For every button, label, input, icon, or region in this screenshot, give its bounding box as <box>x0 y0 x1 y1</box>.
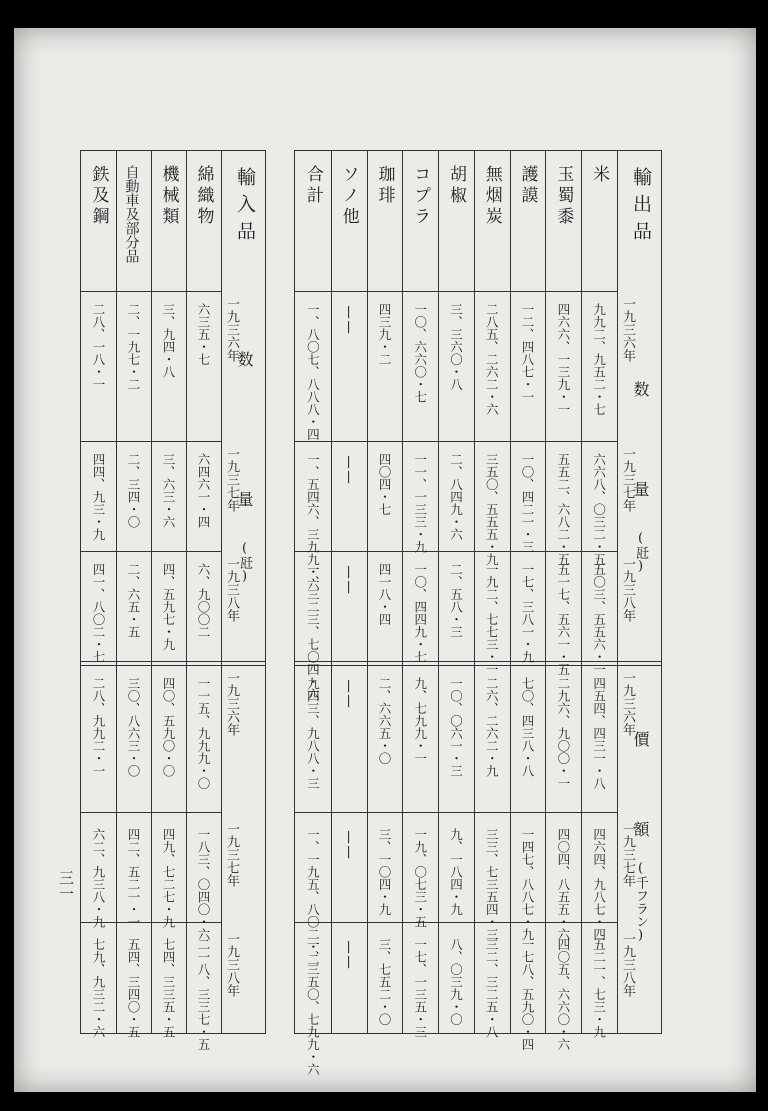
value-amount: 四九、七二七・九 <box>161 827 176 928</box>
column-divider <box>402 151 403 1033</box>
value-amount: 九四三、九八八・三 <box>305 677 321 790</box>
year-header: 一九三八年 <box>224 557 239 622</box>
quantity-value: 一二、四八七・一 <box>520 303 536 403</box>
value-amount: 四〇五、六六〇・六 <box>555 938 571 1051</box>
year-header: 一九三七年 <box>620 821 635 887</box>
row-divider <box>81 551 221 552</box>
quantity-value: 四一、八〇二・七 <box>91 563 106 663</box>
quantity-value: 六六八、〇三二・五 <box>591 453 607 566</box>
quantity-value: 六、九〇〇二 <box>196 563 211 638</box>
section-divider <box>81 661 265 662</box>
quantity-value: 一、三二三、七〇四・六 <box>305 563 321 701</box>
quantity-value: 二、八四九・六 <box>448 453 464 541</box>
document-page <box>14 28 756 1092</box>
export-table <box>294 150 662 1076</box>
row-divider <box>81 441 221 442</box>
quantity-value: 六三五・七 <box>196 303 211 366</box>
item-name: 珈琲 <box>374 165 395 207</box>
value-amount: 四〇、五九〇・〇 <box>161 677 176 777</box>
value-amount: 三三、七三五四・三 <box>484 827 500 941</box>
row-divider <box>295 441 617 442</box>
quantity-unit: (瓩) <box>633 531 648 574</box>
value-amount: 二九六、九〇〇・一 <box>555 677 571 790</box>
page-number: 三一 <box>57 870 75 902</box>
value-amount: 二六、二六二・九 <box>484 677 500 777</box>
quantity-value: 一九二、七七三・一 <box>484 563 500 676</box>
quantity-value: 四、五九七・九 <box>161 563 176 651</box>
year-header: 一九三八年 <box>620 557 635 622</box>
column-divider <box>510 151 511 1033</box>
column-divider <box>186 151 187 1033</box>
quantity-value: 一〇、四二一・三 <box>520 453 536 553</box>
quantity-value: 一〇、四四九・七 <box>412 563 428 663</box>
value-amount: || <box>341 827 357 858</box>
value-amount: 七九、九三二・六 <box>91 938 106 1039</box>
value-amount: 九、一八四・九 <box>448 827 464 916</box>
item-name: 護謨 <box>517 165 538 207</box>
quantity-header: 数 <box>235 351 254 370</box>
quantity-value: 四四、九三・九 <box>91 453 106 541</box>
row-divider <box>81 291 221 292</box>
quantity-value: 五〇三、五五六・一 <box>591 563 607 676</box>
column-divider <box>545 151 546 1033</box>
quantity-value: 四六六、一三九・一 <box>555 303 571 416</box>
value-amount: 五四、三四〇・五 <box>126 938 141 1039</box>
column-divider <box>151 151 152 1033</box>
column-divider <box>367 151 368 1033</box>
value-amount: 八、〇三九・〇 <box>448 938 464 1026</box>
value-amount: 一七八、五九〇・四 <box>520 938 536 1051</box>
value-amount: 四二、五二一・一 <box>126 827 141 928</box>
quantity-value: 一、八〇七、八八八・四 <box>305 303 321 441</box>
row-divider <box>81 812 221 813</box>
value-amount: 一四七、八八七・九 <box>520 827 536 941</box>
year-header: 一九三七年 <box>224 447 239 512</box>
quantity-value: 一一、一三三・九 <box>412 453 428 553</box>
table-title: 輸入品 <box>234 167 256 248</box>
quantity-value: 三、六三・六 <box>161 453 176 528</box>
value-amount: 一七、一三五・三 <box>412 938 428 1039</box>
item-name: 綿織物 <box>193 165 214 228</box>
item-name: 胡椒 <box>446 165 466 207</box>
value-amount: 二、六六五・〇 <box>376 677 392 765</box>
section-divider <box>81 665 265 666</box>
row-divider <box>295 291 617 292</box>
value-amount: 四五四、四三一・八 <box>591 677 607 790</box>
value-amount: 四六四、九八七・四 <box>591 827 607 941</box>
year-header: 一九三六年 <box>224 671 239 736</box>
item-name: 鉄及鋼 <box>88 165 109 228</box>
quantity-value: 五五二、六八二・五 <box>555 453 571 566</box>
value-amount: 五二一、七三・九 <box>591 938 607 1039</box>
year-header: 一九三六年 <box>620 671 635 736</box>
item-name: 合計 <box>302 165 323 207</box>
quantity-value: 二八五、二六二・六 <box>484 303 500 416</box>
value-amount: 三〇、八六三・〇 <box>126 677 141 777</box>
column-divider <box>116 151 117 1033</box>
value-header: 價 <box>631 731 650 750</box>
item-name: 自動車及部分品 <box>123 165 140 263</box>
quantity-value: 四一八・四 <box>376 563 392 626</box>
quantity-value: 三、三六〇・八 <box>448 303 464 391</box>
quantity-value: 一〇、六六〇・七 <box>412 303 428 403</box>
year-header: 一九三六年 <box>620 297 635 362</box>
quantity-header-2: 量 <box>631 481 650 500</box>
column-divider <box>581 151 582 1033</box>
year-header: 一九三七年 <box>620 447 635 512</box>
value-amount: 三、七五二・〇 <box>376 938 392 1026</box>
value-amount: 一九、〇七三・五 <box>412 827 428 928</box>
import-table <box>80 150 266 1051</box>
table-title: 輸出品 <box>630 167 652 248</box>
value-header-2: 額 <box>631 821 650 840</box>
quantity-header: 数 <box>631 381 650 400</box>
value-amount: 四〇四、八五五・六 <box>555 827 571 941</box>
quantity-value: 三五〇、五五五・九 <box>484 453 500 566</box>
quantity-value: || <box>341 303 357 333</box>
year-header: 一九三七年 <box>224 821 239 887</box>
quantity-value: 一七、三八一・九 <box>520 563 536 663</box>
item-name: コプラ <box>410 165 431 228</box>
item-name: 玉蜀黍 <box>553 165 574 228</box>
row-divider <box>295 812 617 813</box>
quantity-value: 一、五四六、三九九・六 <box>305 453 321 591</box>
column-divider <box>221 151 222 1033</box>
quantity-value: 二、六五・五 <box>126 563 141 638</box>
value-amount: 二一八、三三七・五 <box>196 938 211 1051</box>
quantity-value: 二、五八・三 <box>448 563 464 638</box>
value-amount: 一〇、〇六一・三 <box>448 677 464 777</box>
year-header: 一九三八年 <box>224 932 239 998</box>
column-divider <box>331 151 332 1033</box>
value-unit: (千フラン) <box>633 861 648 943</box>
item-name: 機械類 <box>158 165 179 228</box>
value-amount: 二八、九九二・一 <box>91 677 106 777</box>
quantity-value: 九九二、九五二・七 <box>591 303 607 416</box>
quantity-value: 二、三四・〇 <box>126 453 141 528</box>
year-header: 一九三八年 <box>620 932 635 998</box>
value-amount: 三二、三二五・八 <box>484 938 500 1039</box>
year-header: 一九三六年 <box>224 297 239 362</box>
quantity-value: 二、一九七・二 <box>126 303 141 391</box>
value-amount: 三、一〇四・九 <box>376 827 392 916</box>
value-amount: 一八三、〇四〇・六 <box>196 827 211 941</box>
column-divider <box>617 151 618 1033</box>
value-amount: 六二、九三八・九 <box>91 827 106 928</box>
quantity-value: || <box>341 563 357 593</box>
quantity-header-2: 量 <box>235 491 254 510</box>
value-amount: 七〇、四三八・八 <box>520 677 536 777</box>
value-amount: 一、三五〇、七九九・六 <box>305 938 321 1076</box>
item-name: ソノ他 <box>338 165 359 228</box>
quantity-value: || <box>341 453 357 483</box>
value-amount: 一一五、九九九・〇 <box>196 677 211 790</box>
quantity-unit: (瓩) <box>237 541 252 584</box>
value-amount: 一、一九五、八〇二・二 <box>305 827 321 966</box>
quantity-value: 二八、一八・一 <box>91 303 106 391</box>
value-amount: 九、七九九・一 <box>412 677 428 765</box>
quantity-value: 四三九・二 <box>376 303 392 366</box>
quantity-value: 六四六一・四 <box>196 453 211 528</box>
quantity-value: 五一七、五六一・五 <box>555 563 571 676</box>
column-divider <box>438 151 439 1033</box>
column-divider <box>474 151 475 1033</box>
quantity-value: 四〇四・七 <box>376 453 392 516</box>
value-amount: || <box>341 677 357 707</box>
value-amount: || <box>341 938 357 969</box>
item-name: 無烟炭 <box>481 165 502 228</box>
item-name: 米 <box>589 165 610 186</box>
value-amount: 七四、三三五・五 <box>161 938 176 1039</box>
quantity-value: 三、九四・八 <box>161 303 176 378</box>
